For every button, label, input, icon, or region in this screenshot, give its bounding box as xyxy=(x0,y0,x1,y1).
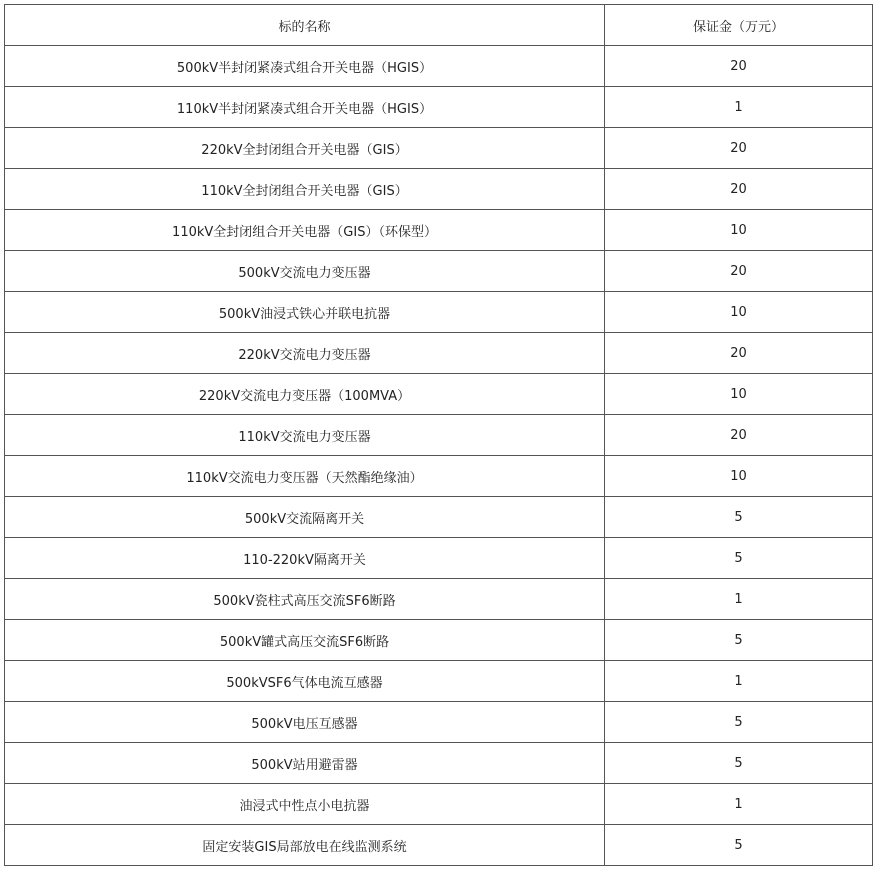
item-name-cell: 220kV交流电力变压器（100MVA） xyxy=(5,374,605,415)
item-name-cell: 110kV全封闭组合开关电器（GIS） xyxy=(5,169,605,210)
item-name-cell: 500kV交流隔离开关 xyxy=(5,497,605,538)
deposit-cell: 20 xyxy=(605,415,873,456)
table-row xyxy=(5,87,873,128)
item-name-cell: 油浸式中性点小电抗器 xyxy=(5,784,605,825)
item-name-cell: 500kV交流电力变压器 xyxy=(5,251,605,292)
item-name-cell: 110kV半封闭紧凑式组合开关电器（HGIS） xyxy=(5,87,605,128)
table-row xyxy=(5,46,873,87)
item-name-cell: 110kV交流电力变压器（天然酯绝缘油） xyxy=(5,456,605,497)
deposit-cell: 5 xyxy=(605,702,873,743)
item-name-cell: 500kV电压互感器 xyxy=(5,702,605,743)
deposit-cell: 20 xyxy=(605,251,873,292)
deposit-cell: 5 xyxy=(605,825,873,866)
table-row xyxy=(5,538,873,579)
header-deposit: 保证金（万元） xyxy=(605,5,873,46)
deposit-cell: 5 xyxy=(605,497,873,538)
table-row xyxy=(5,128,873,169)
table-row xyxy=(5,825,873,866)
deposit-table xyxy=(4,4,873,866)
table-row xyxy=(5,784,873,825)
deposit-cell: 1 xyxy=(605,784,873,825)
deposit-cell: 10 xyxy=(605,456,873,497)
deposit-cell: 1 xyxy=(605,661,873,702)
table-row xyxy=(5,661,873,702)
item-name-cell: 500kVSF6气体电流互感器 xyxy=(5,661,605,702)
item-name-cell: 220kV全封闭组合开关电器（GIS） xyxy=(5,128,605,169)
table-row xyxy=(5,169,873,210)
deposit-cell: 20 xyxy=(605,333,873,374)
table-row xyxy=(5,743,873,784)
deposit-cell: 1 xyxy=(605,87,873,128)
table-row xyxy=(5,497,873,538)
deposit-cell: 10 xyxy=(605,292,873,333)
table-row xyxy=(5,620,873,661)
item-name-cell: 500kV站用避雷器 xyxy=(5,743,605,784)
table-row xyxy=(5,702,873,743)
deposit-cell: 20 xyxy=(605,46,873,87)
table-row xyxy=(5,456,873,497)
deposit-cell: 1 xyxy=(605,579,873,620)
header-item-name: 标的名称 xyxy=(5,5,605,46)
deposit-cell: 20 xyxy=(605,169,873,210)
item-name-cell: 500kV罐式高压交流SF6断路 xyxy=(5,620,605,661)
deposit-cell: 5 xyxy=(605,538,873,579)
item-name-cell: 110kV交流电力变压器 xyxy=(5,415,605,456)
table-row xyxy=(5,374,873,415)
item-name-cell: 500kV半封闭紧凑式组合开关电器（HGIS） xyxy=(5,46,605,87)
table-row xyxy=(5,251,873,292)
table-row xyxy=(5,415,873,456)
table-row xyxy=(5,292,873,333)
item-name-cell: 110-220kV隔离开关 xyxy=(5,538,605,579)
item-name-cell: 220kV交流电力变压器 xyxy=(5,333,605,374)
deposit-table-container xyxy=(4,4,872,866)
deposit-cell: 5 xyxy=(605,743,873,784)
item-name-cell: 500kV油浸式铁心并联电抗器 xyxy=(5,292,605,333)
table-row xyxy=(5,333,873,374)
deposit-cell: 10 xyxy=(605,210,873,251)
table-row xyxy=(5,579,873,620)
table-row xyxy=(5,210,873,251)
item-name-cell: 500kV瓷柱式高压交流SF6断路 xyxy=(5,579,605,620)
item-name-cell: 固定安装GIS局部放电在线监测系统 xyxy=(5,825,605,866)
deposit-cell: 5 xyxy=(605,620,873,661)
deposit-cell: 10 xyxy=(605,374,873,415)
deposit-cell: 20 xyxy=(605,128,873,169)
item-name-cell: 110kV全封闭组合开关电器（GIS）（环保型） xyxy=(5,210,605,251)
table-header-row xyxy=(5,5,873,46)
